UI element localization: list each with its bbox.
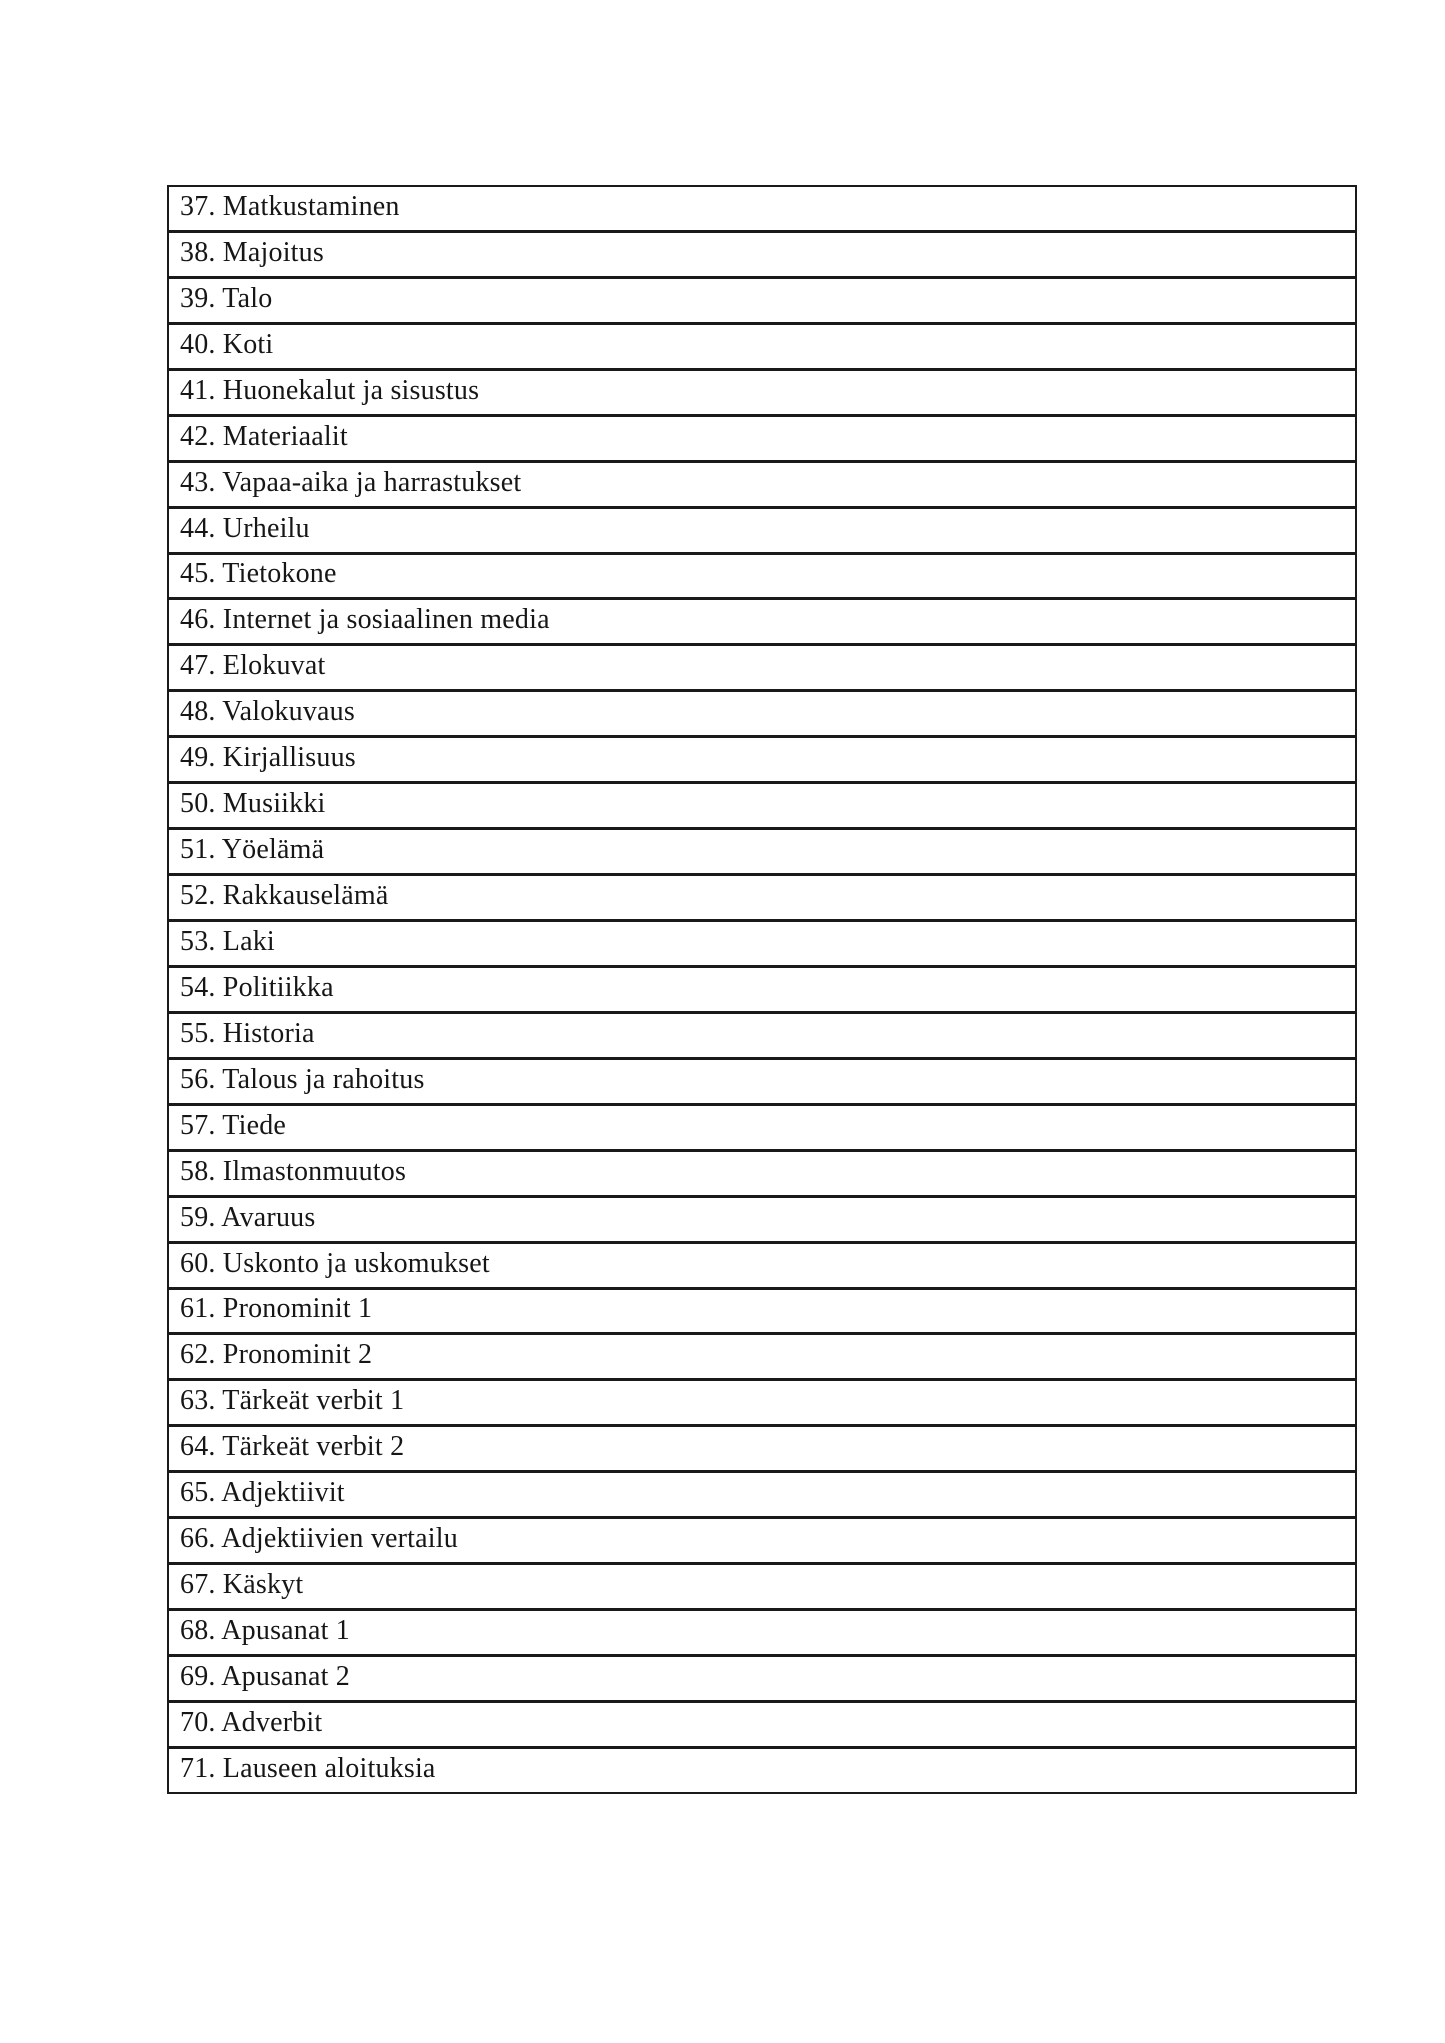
toc-row bbox=[169, 1427, 1355, 1473]
toc-row bbox=[169, 555, 1355, 601]
toc-table bbox=[167, 185, 1357, 1794]
toc-row-label: 59. Avaruus bbox=[180, 1201, 316, 1233]
toc-row-label: 37. Matkustaminen bbox=[180, 190, 400, 222]
toc-row-label: 38. Majoitus bbox=[180, 236, 324, 268]
toc-row-label: 49. Kirjallisuus bbox=[180, 742, 356, 774]
toc-row-label: 41. Huonekalut ja sisustus bbox=[180, 374, 480, 406]
toc-row bbox=[169, 233, 1355, 279]
toc-row bbox=[169, 1473, 1355, 1519]
toc-row-label: 64. Tärkeät verbit 2 bbox=[180, 1431, 405, 1463]
toc-row bbox=[169, 325, 1355, 371]
toc-row-label: 51. Yöelämä bbox=[180, 834, 325, 866]
toc-row bbox=[169, 1519, 1355, 1565]
toc-row-label: 54. Politiikka bbox=[180, 971, 334, 1003]
toc-row-label: 61. Pronominit 1 bbox=[180, 1293, 373, 1325]
toc-row-label: 65. Adjektiivit bbox=[180, 1477, 345, 1509]
toc-row-label: 58. Ilmastonmuutos bbox=[180, 1155, 407, 1187]
toc-row-label: 67. Käskyt bbox=[180, 1569, 304, 1601]
toc-row-label: 71. Lauseen aloituksia bbox=[180, 1752, 436, 1784]
toc-row-label: 62. Pronominit 2 bbox=[180, 1339, 373, 1371]
toc-row bbox=[169, 1703, 1355, 1749]
toc-row-label: 70. Adverbit bbox=[180, 1706, 323, 1738]
toc-row bbox=[169, 876, 1355, 922]
toc-row bbox=[169, 1244, 1355, 1290]
toc-row bbox=[169, 1565, 1355, 1611]
toc-row-label: 39. Talo bbox=[180, 282, 273, 314]
toc-row-label: 69. Apusanat 2 bbox=[180, 1660, 351, 1692]
toc-row bbox=[169, 187, 1355, 233]
toc-row-label: 53. Laki bbox=[180, 925, 275, 957]
toc-row bbox=[169, 1290, 1355, 1336]
toc-row bbox=[169, 1106, 1355, 1152]
toc-row-label: 55. Historia bbox=[180, 1017, 315, 1049]
toc-row-label: 60. Uskonto ja uskomukset bbox=[180, 1247, 490, 1279]
toc-row bbox=[169, 1014, 1355, 1060]
toc-row bbox=[169, 371, 1355, 417]
toc-row-label: 40. Koti bbox=[180, 328, 274, 360]
toc-row-label: 46. Internet ja sosiaalinen media bbox=[180, 604, 550, 636]
toc-row-label: 47. Elokuvat bbox=[180, 650, 326, 682]
toc-row bbox=[169, 968, 1355, 1014]
toc-row bbox=[169, 279, 1355, 325]
toc-row bbox=[169, 1611, 1355, 1657]
toc-row bbox=[169, 509, 1355, 555]
toc-row bbox=[169, 784, 1355, 830]
toc-row bbox=[169, 1657, 1355, 1703]
toc-row bbox=[169, 1335, 1355, 1381]
toc-row bbox=[169, 1060, 1355, 1106]
toc-row-label: 45. Tietokone bbox=[180, 558, 337, 590]
toc-row-label: 50. Musiikki bbox=[180, 788, 326, 820]
toc-row bbox=[169, 830, 1355, 876]
toc-row bbox=[169, 1152, 1355, 1198]
toc-row bbox=[169, 646, 1355, 692]
toc-row bbox=[169, 738, 1355, 784]
toc-row bbox=[169, 692, 1355, 738]
toc-row-label: 57. Tiede bbox=[180, 1109, 287, 1141]
toc-row-label: 44. Urheilu bbox=[180, 512, 310, 544]
toc-row bbox=[169, 600, 1355, 646]
toc-row-label: 68. Apusanat 1 bbox=[180, 1615, 351, 1647]
toc-row-label: 43. Vapaa-aika ja harrastukset bbox=[180, 466, 522, 498]
toc-row bbox=[169, 1198, 1355, 1244]
toc-row bbox=[169, 417, 1355, 463]
toc-row-label: 48. Valokuvaus bbox=[180, 696, 355, 728]
toc-row-label: 56. Talous ja rahoitus bbox=[180, 1063, 425, 1095]
toc-row-label: 63. Tärkeät verbit 1 bbox=[180, 1385, 405, 1417]
toc-row bbox=[169, 922, 1355, 968]
toc-row bbox=[169, 1749, 1355, 1792]
toc-row-label: 42. Materiaalit bbox=[180, 420, 348, 452]
toc-row-label: 52. Rakkauselämä bbox=[180, 880, 389, 912]
toc-row bbox=[169, 463, 1355, 509]
toc-row bbox=[169, 1381, 1355, 1427]
toc-row-label: 66. Adjektiivien vertailu bbox=[180, 1523, 458, 1555]
